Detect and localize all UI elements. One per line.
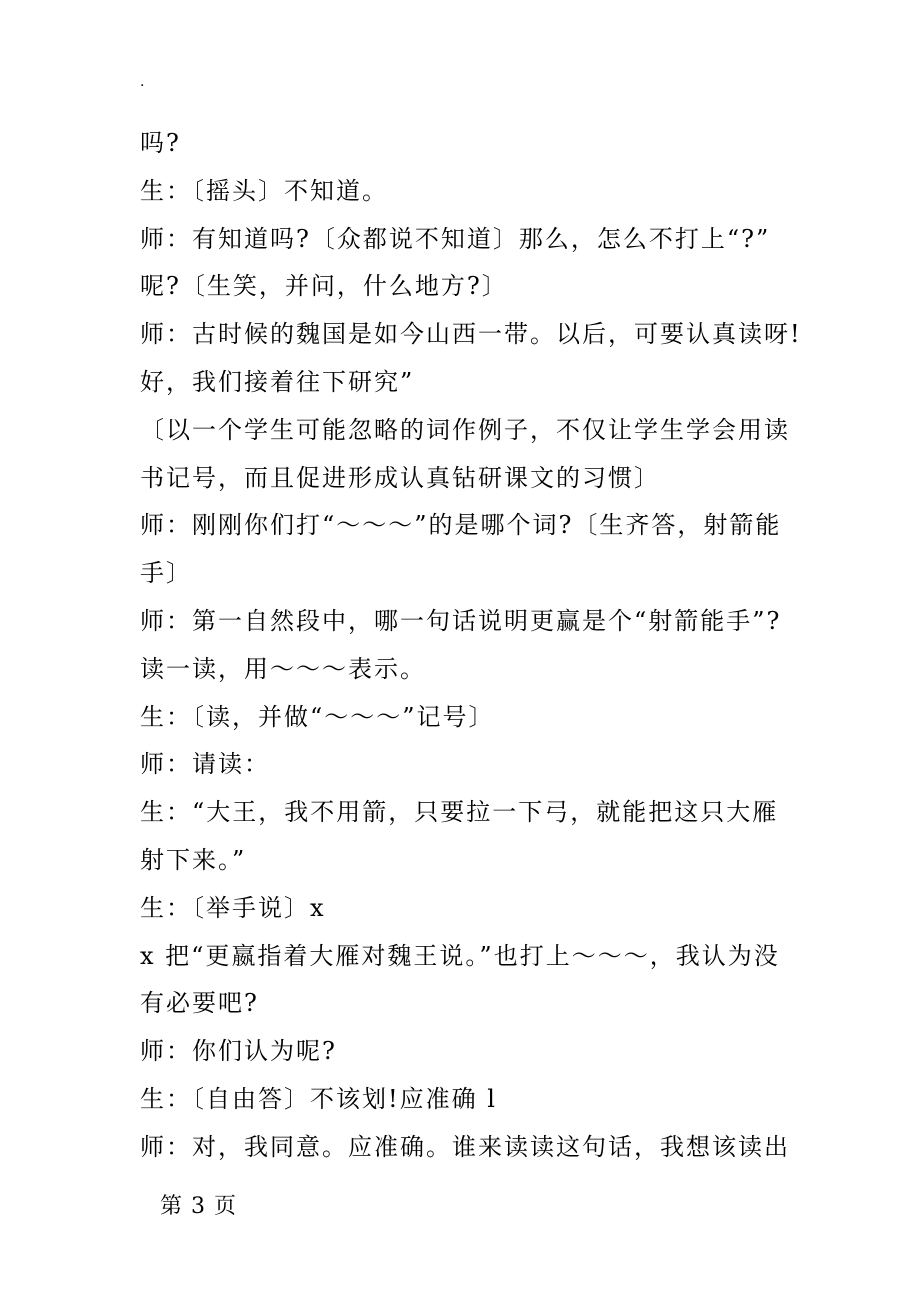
text-line: 好，我们接着往下研究” xyxy=(140,367,415,396)
text-line: 生：〔读，并做“～～～”记号〕 xyxy=(140,702,495,731)
text-line: 〔以一个学生可能忽略的词作例子，不仅让学生学会用读 xyxy=(140,415,790,444)
text-line: 师：刚刚你们打“～～～”的是哪个词?〔生齐答，射箭能 xyxy=(140,511,782,540)
text-line: 手〕 xyxy=(140,559,192,588)
text-line: 生：〔摇头〕不知道。 xyxy=(140,176,388,205)
text-line: 师：你们认为呢? xyxy=(140,1037,337,1066)
text-line: 有必要吧? xyxy=(140,989,259,1018)
text-line: 生：“大王，我不用箭，只要拉一下弓，就能把这只大雁 xyxy=(140,798,779,827)
document-body xyxy=(140,120,800,1172)
text-line: 师：古时候的魏国是如今山西一带。以后，可要认真读呀! xyxy=(140,320,802,349)
text-line: 吗? xyxy=(140,129,181,157)
text-line: x 把“更嬴指着大雁对魏王说。”也打上～～～，我认为没 xyxy=(140,941,780,970)
text-line: 师：有知道吗?〔众都说不知道〕那么，怎么不打上“?” xyxy=(140,224,771,253)
text-line: 师：对，我同意。应准确。谁来读读这句话，我想该读出 xyxy=(140,1132,790,1161)
text-line: 读一读，用～～～表示。 xyxy=(140,654,426,683)
text-line: 生：〔举手说〕x xyxy=(140,893,326,922)
text-line: 师：第一自然段中，哪一句话说明更赢是个“射箭能手”? xyxy=(140,606,782,635)
text-line: 射下来。” xyxy=(140,845,247,874)
text-line: 呢?〔生笑，并问，什么地方?〕 xyxy=(140,272,508,301)
header-mark: . xyxy=(140,74,145,90)
text-line: 师：请读： xyxy=(140,750,270,779)
page-number: 第 3 页 xyxy=(160,1194,237,1219)
text-line: 书记号，而且促进形成认真钻研课文的习惯〕 xyxy=(140,463,660,492)
text-line: 生：〔自由答〕不该划!应准确 l xyxy=(140,1084,497,1113)
